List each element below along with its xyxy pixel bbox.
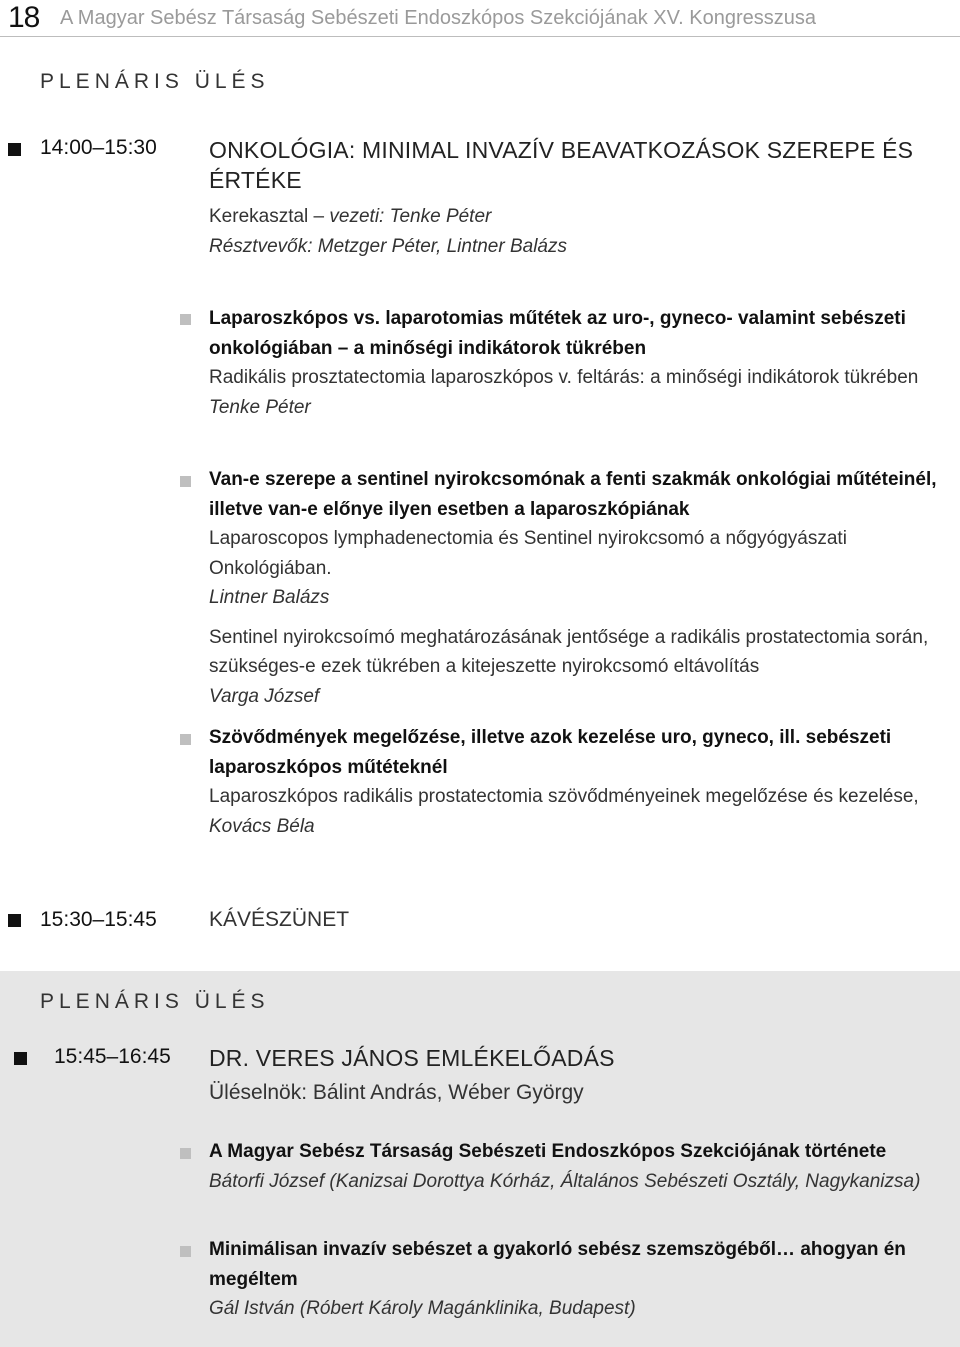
- agenda-item: [209, 304, 954, 422]
- item-title: Szövődmények megelőzése, illetve azok kezelése uro, gyneco, ill. sebészeti laparoszkópos műtéteknél: [209, 727, 892, 778]
- running-title: A Magyar Sebész Társaság Sebészeti Endoszkópos Szekciójának XV. Kongresszusa: [60, 7, 816, 29]
- page-number: 18: [8, 1, 40, 34]
- talk-author: Bátorfi József (Kanizsai Dorottya Kórház, Általános Sebészeti Osztály, Nagykanizsa): [209, 1170, 921, 1192]
- session-participants: Résztvevők: Metzger Péter, Lintner Balázs: [209, 235, 567, 257]
- talk-title: Radikális prosztatectomia laparoszkópos v. feltárás: a minőségi indikátorok tükrében: [209, 367, 919, 388]
- item-bullet: [180, 1246, 191, 1257]
- talk-author: Varga József: [209, 685, 320, 707]
- agenda-item: [209, 1235, 954, 1324]
- talk-author: Gál István (Róbert Károly Magánklinika, Budapest): [209, 1298, 636, 1319]
- bullet-square: [14, 1052, 27, 1065]
- agenda-item: [209, 1137, 954, 1196]
- item-title: Minimálisan invazív sebészet a gyakorló sebész szemszögéből… ahogyan én megéltem: [209, 1239, 906, 1290]
- session-chairs-text: Üléselnök: Bálint András, Wéber György: [209, 1081, 584, 1104]
- item-title: Laparoszkópos vs. laparotomias műtétek az uro-, gyneco- valamint sebészeti onkológiában – a minőségi indikátorok tükrében: [209, 308, 906, 359]
- talk-author: Lintner Balázs: [209, 587, 330, 608]
- talk-title: Laparoszkópos radikális prostatectomia szövődményeinek megelőzése és kezelése,: [209, 786, 919, 807]
- session-title: ONKOLÓGIA: MINIMAL INVAZÍV BEAVATKOZÁSOK SZEREPE ÉS ÉRTÉKE: [209, 137, 914, 193]
- session-meta: [209, 202, 954, 261]
- talk-title: Laparoscopos lymphadenectomia és Sentinel nyirokcsomó a nőgyógyászati Onkológiában.: [209, 528, 847, 579]
- round-table-label: Kerekasztal –: [209, 206, 330, 227]
- agenda-item: [209, 723, 954, 841]
- break-label: KÁVÉSZÜNET: [209, 908, 350, 931]
- session-chair: vezeti: Tenke Péter: [329, 206, 492, 227]
- item-title: Van-e szerepe a sentinel nyirokcsomónak a fenti szakmák onkológiai műtéteinél, illetve van-e előnye ilyen esetben a laparoszkópiának: [209, 469, 937, 520]
- session-label: PLENÁRIS ÜLÉS: [40, 70, 270, 93]
- item-bullet: [180, 476, 191, 487]
- session-time: 14:00–15:30: [40, 136, 157, 159]
- item-bullet: [180, 314, 191, 325]
- talk-title: Sentinel nyirokcsoímó meghatározásának jentősége a radikális prostatectomia során, szükséges-e ezek tükrében a kitejeszette nyirokcsomó eltávolítás: [209, 626, 929, 677]
- bullet-square: [8, 914, 21, 927]
- item-title: A Magyar Sebész Társaság Sebészeti Endoszkópos Szekciójának története: [209, 1141, 887, 1162]
- item-bullet: [180, 734, 191, 745]
- talk-author: Kovács Béla: [209, 815, 315, 837]
- session-chairs: [209, 1078, 954, 1108]
- bullet-square: [8, 143, 21, 156]
- talk-author: Tenke Péter: [209, 396, 311, 418]
- session-time: 15:45–16:45: [54, 1045, 171, 1068]
- running-header: [0, 0, 960, 37]
- break-time: 15:30–15:45: [40, 908, 157, 931]
- session-title: DR. VERES JÁNOS EMLÉKELŐADÁS: [209, 1045, 615, 1071]
- session-label: PLENÁRIS ÜLÉS: [40, 990, 270, 1013]
- agenda-item: [209, 465, 954, 711]
- item-bullet: [180, 1148, 191, 1159]
